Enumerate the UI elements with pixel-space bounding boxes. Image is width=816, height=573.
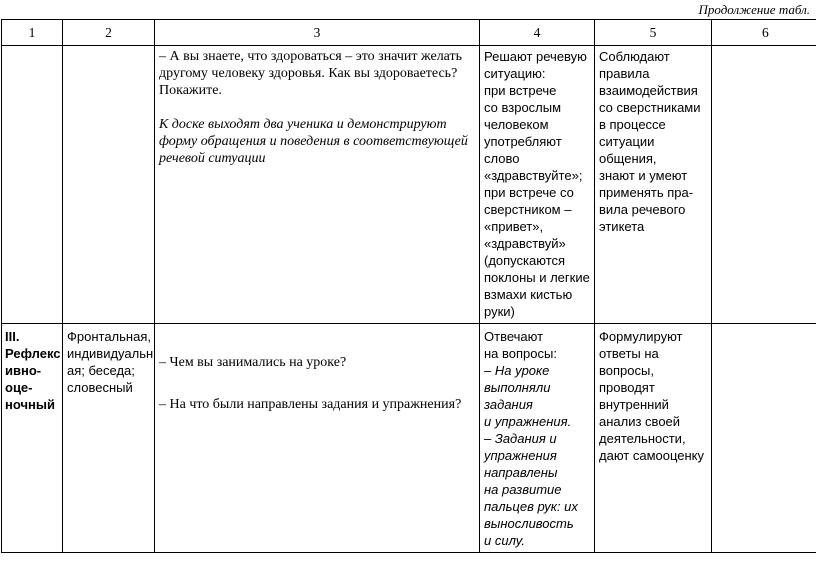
line: на вопросы: <box>484 346 557 361</box>
line: выносливость <box>484 516 574 531</box>
line: ситуации <box>599 134 655 149</box>
line: проводят <box>599 380 655 395</box>
line: при встрече <box>484 83 557 98</box>
line: анализ своей <box>599 414 681 429</box>
teacher-instruction: К доске выходят два ученика и демонстрируют форму обращения и поведения в соответствующей речевой ситуации <box>159 117 468 166</box>
teacher-activity-cell <box>155 46 480 324</box>
form-cell <box>63 324 155 553</box>
line: Формулируют <box>599 329 683 344</box>
line: направлены <box>484 465 558 480</box>
line: упражнения <box>484 448 557 463</box>
question-2: – На что были направлены задания и упражнения? <box>159 397 462 412</box>
line: «привет», <box>484 219 544 234</box>
notes-cell <box>712 324 816 553</box>
line: дают самооценку <box>599 448 705 463</box>
line: задания <box>484 397 533 412</box>
form-cell <box>63 46 155 324</box>
line: этикета <box>599 219 645 234</box>
line: III. <box>5 329 20 344</box>
line: руки) <box>484 304 515 319</box>
line: ая; беседа; <box>67 363 135 378</box>
line: Решают речевую <box>484 49 587 64</box>
line: ответы на <box>599 346 659 361</box>
stage-cell <box>2 324 63 553</box>
header-cell-5: 5 <box>595 20 712 46</box>
teacher-activity-cell <box>155 324 480 553</box>
header-cell-6: 6 <box>712 20 816 46</box>
line: – Задания и <box>484 431 557 446</box>
question-1: – Чем вы занимались на уроке? <box>159 355 347 370</box>
line: знают и умеют <box>599 168 688 183</box>
line: вопросы, <box>599 363 654 378</box>
notes-cell <box>712 46 816 324</box>
lesson-table <box>1 19 816 553</box>
line: взаимодействия <box>599 83 698 98</box>
line: правила <box>599 66 650 81</box>
line: Фронтальная, <box>67 329 151 344</box>
line: и упражнения. <box>484 414 572 429</box>
header-cell-3: 3 <box>155 20 480 46</box>
line: слово <box>484 151 520 166</box>
line: при встрече со <box>484 185 574 200</box>
line: взмахи кистью <box>484 287 573 302</box>
line: внутренний <box>599 397 669 412</box>
line: поклоны и легкие <box>484 270 590 285</box>
results-cell <box>595 46 712 324</box>
line: общения, <box>599 151 657 166</box>
line: сверстником – <box>484 202 572 217</box>
line: пальцев рук: их <box>484 499 578 514</box>
results-cell <box>595 324 712 553</box>
teacher-speech: – А вы знаете, что здороваться – это значит желать другому человеку здоровья. Как вы здороваетесь? Покажите. <box>159 49 463 98</box>
line: применять пра- <box>599 185 694 200</box>
line: Соблюдают <box>599 49 670 64</box>
line: деятельности, <box>599 431 686 446</box>
line: «здравствуй» <box>484 236 566 251</box>
line: на развитие <box>484 482 562 497</box>
line: ночный <box>5 397 55 412</box>
line: и силу. <box>484 533 525 548</box>
line: в процессе <box>599 117 666 132</box>
line: вила речевого <box>599 202 686 217</box>
student-activity-cell <box>480 324 595 553</box>
line: индивидуальн <box>67 346 154 361</box>
line: со сверстниками <box>599 100 701 115</box>
line: оце- <box>5 380 33 395</box>
line: со взрослым <box>484 100 562 115</box>
line: «здравствуйте»; <box>484 168 583 183</box>
header-cell-4: 4 <box>480 20 595 46</box>
line: Отвечают <box>484 329 544 344</box>
line: употребляют <box>484 134 562 149</box>
line: Рефлекс <box>5 346 61 361</box>
line: человеком <box>484 117 549 132</box>
table-row <box>2 324 816 553</box>
stage-cell <box>2 46 63 324</box>
line: ситуацию: <box>484 66 546 81</box>
line: выполняли <box>484 380 551 395</box>
line: – На уроке <box>484 363 550 378</box>
header-row <box>2 20 816 46</box>
continuation-note: Продолжение табл. <box>698 2 810 17</box>
line: ивно- <box>5 363 42 378</box>
header-cell-1: 1 <box>2 20 63 46</box>
table-row <box>2 46 816 324</box>
line: словесный <box>67 380 133 395</box>
header-cell-2: 2 <box>63 20 155 46</box>
line: (допускаются <box>484 253 566 268</box>
student-activity-cell <box>480 46 595 324</box>
